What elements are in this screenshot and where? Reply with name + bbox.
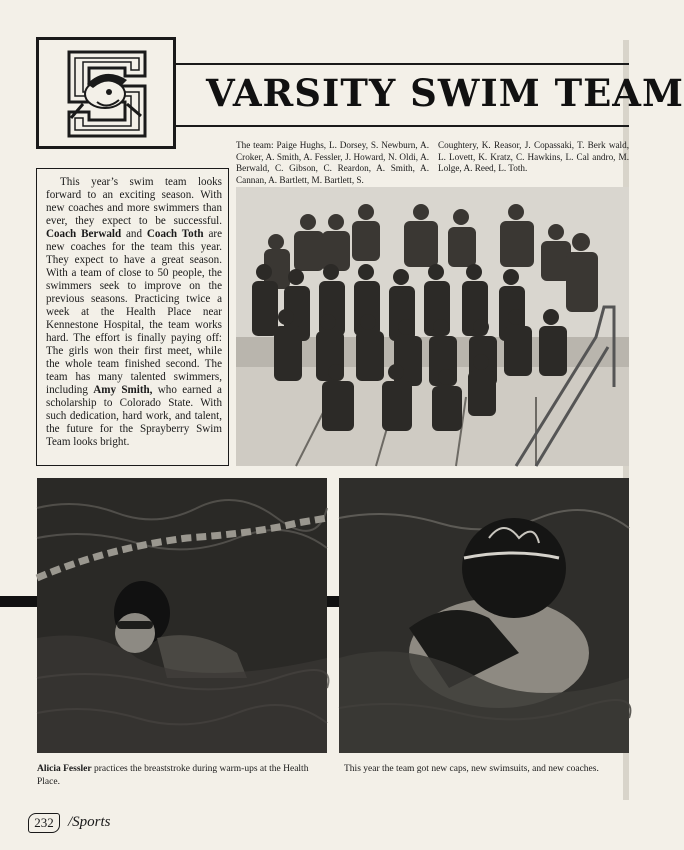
page-number: 232 xyxy=(28,813,60,833)
spartan-s-logo xyxy=(36,37,176,149)
coach-toth: Coach Toth xyxy=(146,228,204,240)
new-caps-caption: This year the team got new caps, new swimsuits, and new coaches. xyxy=(344,764,599,774)
new-caps-photo xyxy=(339,478,629,753)
team-photo xyxy=(236,187,629,466)
divider-band-left xyxy=(0,596,37,607)
caption-left-text: practices the breaststroke during warm-ups at the Health Place. xyxy=(37,764,309,787)
team-caption-right: Coughtery, K. Reasor, J. Copassaki, T. Berk wald, L. Lovett, K. Kratz, C. Hawkins, L. Cal andro, M. Lolge, A. Reed, L. Toth. xyxy=(438,140,629,173)
story-and: and xyxy=(121,228,147,240)
spartan-s-logo-icon xyxy=(47,46,167,142)
amy-smith: Amy Smith, xyxy=(93,384,153,396)
section-label: /Sports xyxy=(68,814,111,830)
breaststroke-caption xyxy=(37,763,327,788)
story-part-1: This year’s swim team looks forward to an exciting season. With new coaches and more swimmers than ever, they expect to be successful. xyxy=(46,176,222,227)
story-part-3: who earned a scholarship to Colorado State. With such dedication, hard work, and talent, the future for the Sprayberry Swim Team looks bright. xyxy=(46,384,222,448)
title-band xyxy=(176,63,684,127)
breaststroke-photo xyxy=(37,478,327,753)
story-text xyxy=(46,176,222,449)
caption-swimmer-name: Alicia Fessler xyxy=(37,764,92,774)
team-caption-left: The team: Paige Hughs, L. Dorsey, S. Newburn, A. Croker, A. Smith, A. Fessler, J. Howard, N. Oldi, A. Berwald, C. Gibson, C. Reardon, A. Smith, A. Cannan, A. Bartlett, M. Bartlett, S. xyxy=(236,140,429,185)
story-box xyxy=(36,168,229,466)
coach-berwald: Coach Berwald xyxy=(46,228,122,240)
page-title: VARSITY SWIM TEAM xyxy=(206,71,684,115)
story-part-2: are new coaches for the team this year. They expect to have a great season. With a team of close to 50 people, the swimmers seek to improve on the previous seasons. Practicing twice a week at the Health Place near Kennestone Hospital, the team works hard. The effort is finally paying off: The girls won their first meet, while the whole team finished second. The team has many talented swimmers, including xyxy=(46,228,222,396)
divider-band-middle xyxy=(327,596,339,607)
